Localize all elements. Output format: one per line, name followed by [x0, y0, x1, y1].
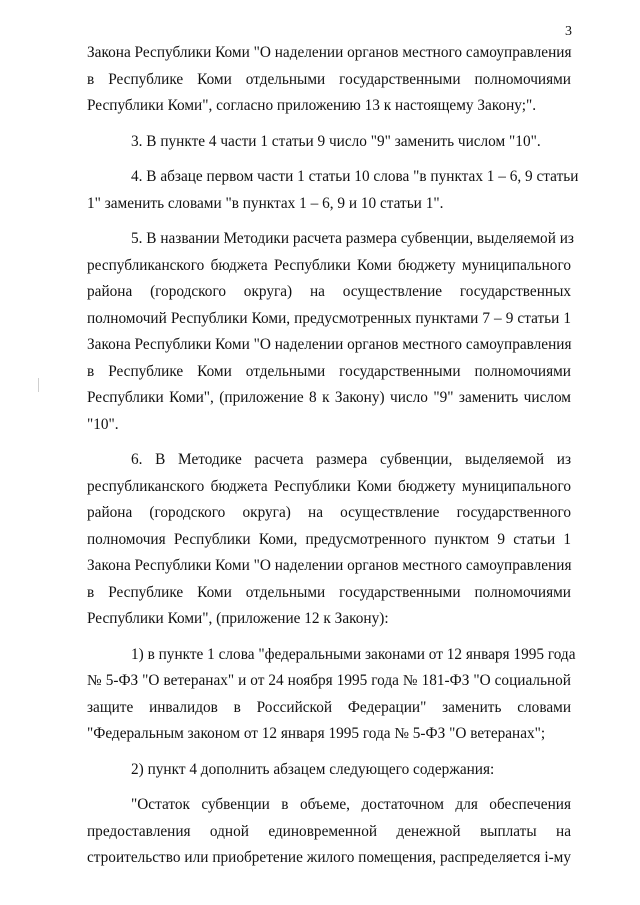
- margin-mark: [38, 378, 39, 392]
- text-line: 1" заменить словами "в пунктах 1 – 6, 9 и 10 статьи 1".: [87, 194, 444, 212]
- text-line: Закона Республики Коми "О наделении органов местного самоуправления: [87, 336, 572, 353]
- text-line: строительство или приобретение жилого помещения, распределяется i-му: [87, 849, 571, 866]
- text-line: в Республике Коми отдельными государственными полномочиями: [87, 362, 571, 380]
- text-line: 5. В названии Методики расчета размера субвенции, выделяемой из: [131, 230, 574, 247]
- text-line: Республики Коми", (приложение 8 к Закону) число "9" заменить числом: [87, 389, 571, 406]
- text-line: Закона Республики Коми "О наделении органов местного самоуправления: [87, 557, 572, 574]
- text-line: республиканского бюджета Республики Коми бюджету муниципального: [87, 256, 571, 274]
- page-number: 3: [565, 24, 572, 39]
- text-line: республиканского бюджета Республики Коми бюджету муниципального: [87, 477, 571, 495]
- text-line: 6. В Методике расчета размера субвенции, выделяемой из: [131, 451, 571, 468]
- text-line: № 5-ФЗ "О ветеранах" и от 24 ноября 1995 года № 181-ФЗ "О социальной: [87, 672, 571, 689]
- paragraph-subitem-2: [87, 757, 571, 784]
- text-line: в Республике Коми отдельными государственными полномочиями: [87, 583, 571, 601]
- text-line: Республики Коми", согласно приложению 13 к настоящему Закону;".: [87, 97, 537, 114]
- text-line: 3. В пункте 4 части 1 статьи 9 число "9" заменить числом "10".: [131, 132, 541, 150]
- paragraph-quoted-text: [87, 792, 571, 872]
- text-line: 4. В абзаце первом части 1 статьи 10 слова "в пунктах 1 – 6, 9 статьи: [131, 168, 579, 185]
- text-line: предоставления одной единовременной денежной выплаты на: [87, 822, 571, 840]
- text-line: "Остаток субвенции в объеме, достаточном для обеспечения: [131, 796, 571, 813]
- text-line: "Федеральным законом от 12 января 1995 года № 5-ФЗ "О ветеранах";: [87, 725, 546, 742]
- paragraph-subitem-1: [87, 642, 576, 748]
- text-line: "10".: [87, 415, 119, 433]
- document-body: [87, 40, 579, 872]
- text-line: Закона Республики Коми "О наделении органов местного самоуправления: [87, 44, 572, 61]
- paragraph-item-6: [87, 447, 571, 633]
- text-line: района (городского округа) на осуществление государственных: [87, 283, 571, 300]
- paragraph-item-3: [87, 129, 571, 156]
- text-line: 2) пункт 4 дополнить абзацем следующего содержания:: [131, 760, 495, 778]
- text-line: защите инвалидов в Российской Федерации" заменить словами: [87, 698, 571, 716]
- text-line: 1) в пункте 1 слова "федеральными законами от 12 января 1995 года: [131, 645, 576, 663]
- text-line: района (городского округа) на осуществление государственного: [87, 504, 571, 521]
- paragraph-item-5: [87, 226, 574, 438]
- text-line: полномочий Республики Коми, предусмотренных пунктами 7 – 9 статьи 1: [87, 309, 571, 327]
- text-line: в Республике Коми отдельными государственными полномочиями: [87, 70, 571, 88]
- text-line: Республики Коми", (приложение 12 к Закону):: [87, 610, 389, 627]
- paragraph-item-4: [87, 164, 579, 217]
- paragraph-law-reference-end: [87, 40, 571, 120]
- text-line: полномочия Республики Коми, предусмотренного пунктом 9 статьи 1: [87, 530, 571, 548]
